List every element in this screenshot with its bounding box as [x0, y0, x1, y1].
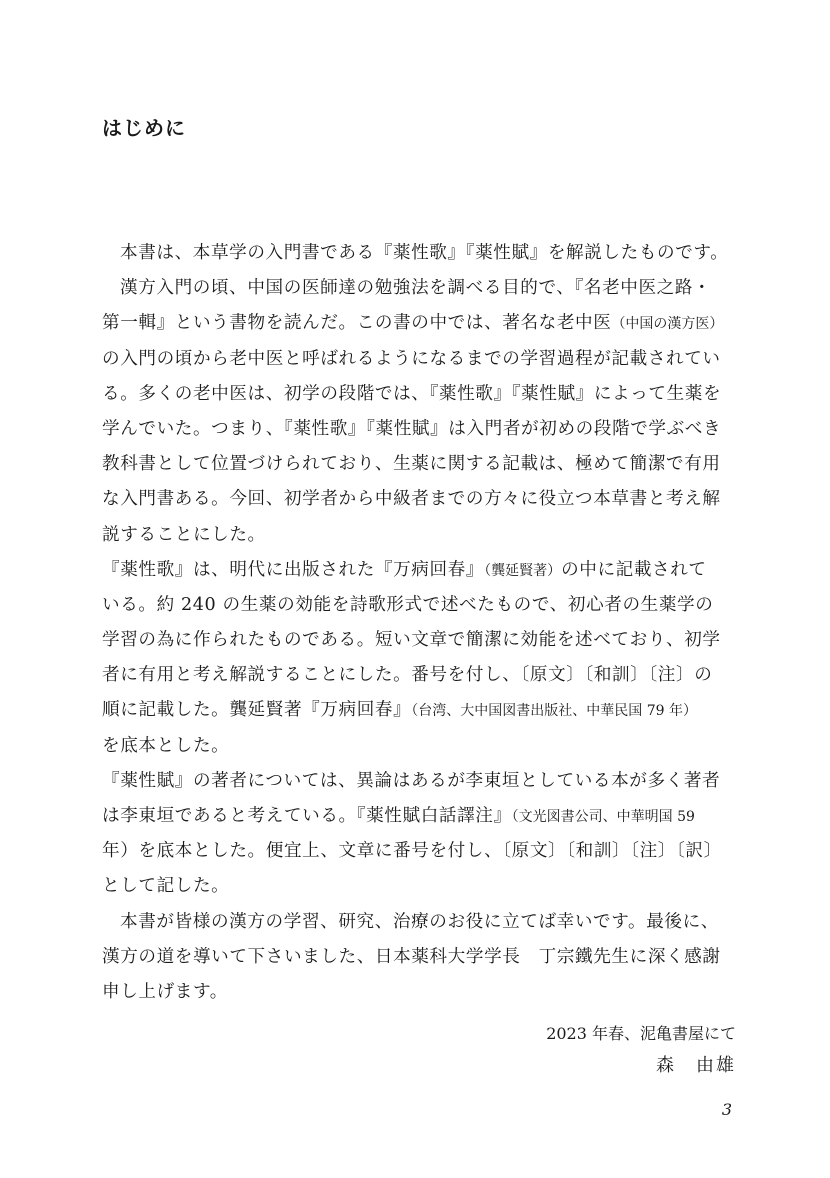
paragraph-3-line-5 [102, 693, 742, 728]
line-text: 『薬性歌』は、明代に出版された『万病回春』 [102, 559, 485, 580]
inline-note: （龔延賢著） [484, 562, 562, 579]
paragraph-2-line-5: 学んでいた。つまり、『薬性歌』『薬性賦』は入門者が初めの段階で学ぶべき [102, 418, 722, 439]
paragraph-2-line-3: の入門の頃から老中医と呼ばれるようになるまでの学習過程が記載されてい [102, 348, 721, 369]
paragraph-2-line-7: な入門書ある。今回、初学者から中級者までの方々に役立つ本草書と考え解 [102, 489, 721, 510]
line-text: 第一輯』という書物を読んだ。この書の中では、著名な老中医 [102, 313, 612, 334]
page-heading: はじめに [102, 116, 186, 140]
paragraph-3-line-2: いる。約 240 の生薬の効能を詩歌形式で述べたもので、初心者の生薬学の [102, 594, 714, 615]
inline-note: （中国の漢方医） [611, 316, 724, 333]
paragraph-5-line-2: 漢方の道を導いて下さいました、日本薬科大学学長 丁宗鐵先生に深く感謝 [102, 946, 721, 967]
preface-body [102, 236, 742, 1010]
signature-place-date: 2023 年春、泥亀書屋にて [546, 1024, 736, 1043]
paragraph-4-line-3: 年）を底本とした。便宜上、文章に番号を付し、〔原文〕〔和訓〕〔注〕〔訳〕 [102, 841, 722, 862]
paragraph-4-line-4: として記した。 [102, 876, 230, 897]
paragraph-3-line-3: 学習の為に作られたものである。短い文章で簡潔に効能を述べており、初学 [102, 630, 721, 651]
paragraph-2-line-8: 説することにした。 [102, 524, 266, 545]
paragraph-1-line-1: 本書は、本草学の入門書である『薬性歌』『薬性賦』を解説したものです。 [120, 243, 729, 263]
paragraph-3-line-6: を底本とした。 [102, 735, 230, 756]
paragraph-3-line-4: 者に有用と考え解説することにした。番号を付し、〔原文〕〔和訓〕〔注〕の [102, 665, 713, 686]
inline-note: （台湾、大中国図書出版社、中華民国 79 年） [411, 703, 698, 720]
paragraph-3-line-1 [102, 553, 742, 588]
line-text: 順に記載した。龔延賢著『万病回春』 [102, 700, 412, 721]
paragraph-4-line-2 [102, 799, 742, 834]
line-text-tail: の中に記載されて [561, 559, 707, 580]
paragraph-2-line-2 [102, 306, 742, 341]
paragraph-4-line-1: 『薬性賦』の著者については、異論はあるが李東垣としている本が多く著者 [102, 770, 721, 791]
signature-author: 森 由雄 [656, 1055, 736, 1076]
signature-block [546, 1018, 736, 1082]
paragraph-2-line-4: る。多くの老中医は、初学の段階では、『薬性歌』『薬性賦』によって生薬を [102, 383, 722, 404]
paragraph-5-line-1: 本書が皆様の漢方の学習、研究、治療のお役に立てば幸いです。最後に、 [120, 911, 719, 932]
inline-note: （文光図書公司、中華明国 59 [511, 809, 695, 825]
paragraph-2-line-1: 漢方入門の頃、中国の医師達の勉強法を調べる目的で、『名老中医之路・ [120, 278, 712, 299]
paragraph-2-line-6: 教科書として位置づけられており、生薬に関する記載は、極めて簡潔で有用 [102, 454, 721, 475]
line-text: は李東垣であると考えている。『薬性賦白話譯注』 [102, 806, 512, 826]
paragraph-5-line-3: 申し上げます。 [102, 981, 228, 1002]
page-number: 3 [721, 1100, 732, 1119]
